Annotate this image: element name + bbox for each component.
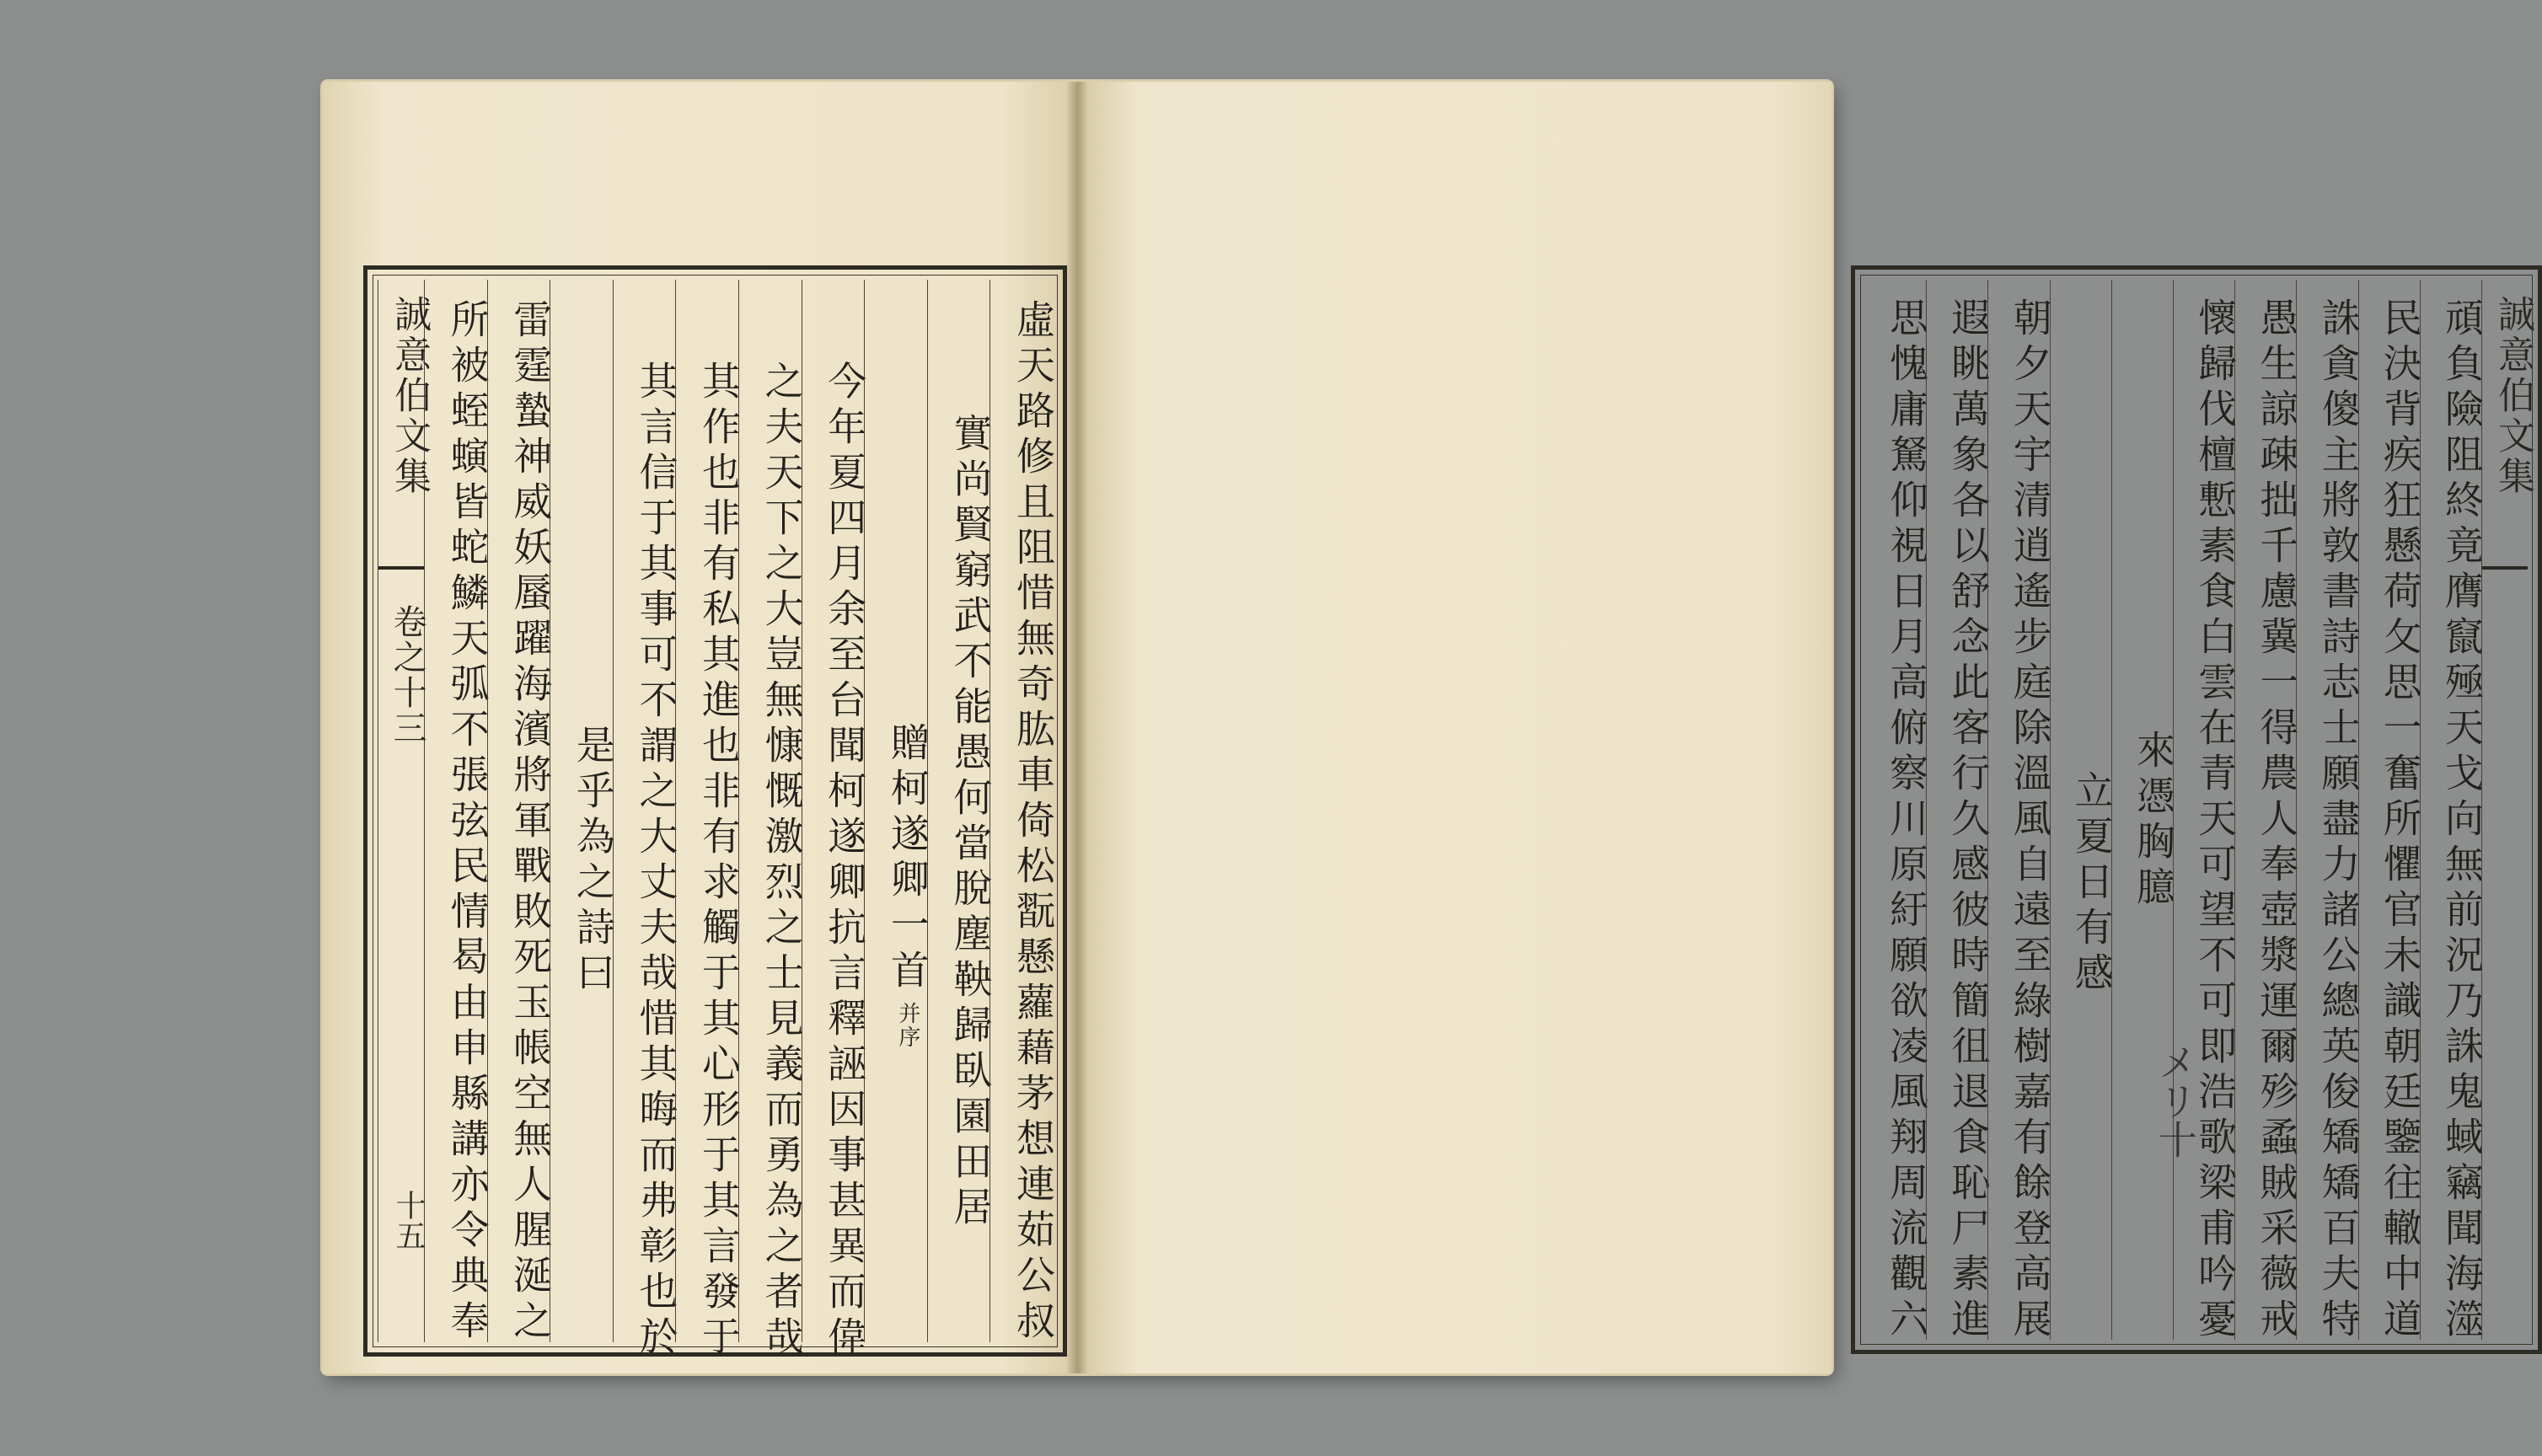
fish-tail-mark	[2482, 566, 2528, 595]
text-column-2	[927, 280, 994, 1342]
column-text: 實尚賢窮武不能愚何當脫塵鞅歸臥園田居	[947, 412, 994, 1232]
text-column-5	[738, 280, 805, 1362]
column-text: 雷霆蟄神威妖蜃躍海濱將軍戰敗死玉帳空無人腥涎之	[507, 298, 554, 1346]
column-text: 今年夏四月余至台聞柯遂卿抗言釋誣因事甚異而偉	[822, 360, 868, 1362]
volume-label: 卷之十三	[388, 604, 427, 746]
preface-note: 并序	[894, 1001, 920, 1049]
column-text: 民決背疾狂懸荷攵思一奮所懼官未識朝廷鑒往轍中道	[2377, 297, 2423, 1344]
text-column-9	[1926, 280, 1992, 1344]
column-text: 思愧庸駑仰視日月高俯察川原紆願欲凌風翔周流觀六	[1884, 297, 1930, 1344]
column-text: 其作也非有私其進也非有求觸于其心形于其言發于	[696, 360, 743, 1362]
text-column-8	[1987, 280, 2053, 1344]
text-column-4	[802, 280, 868, 1362]
text-column-2	[2358, 280, 2423, 1344]
left-page-frame	[363, 265, 1067, 1362]
poem-title-column	[864, 280, 930, 1342]
text-column-1	[2420, 280, 2485, 1344]
column-text: 是乎為之詩曰	[570, 724, 616, 998]
column-text: 遐眺萬象各以舒念此客行久感彼時簡徂退食恥尸素進	[1945, 297, 1992, 1344]
poem-title: 贈柯遂卿一首	[884, 721, 930, 995]
text-column-9	[487, 280, 554, 1346]
poem-title: 立夏日有感	[2068, 770, 2115, 998]
left-page	[323, 82, 1077, 1373]
text-column-6	[675, 280, 743, 1362]
column-text: 之夫天下之大豈無慷慨激烈之士見義而勇為之者哉	[759, 360, 805, 1362]
text-column-3	[2296, 280, 2362, 1344]
right-page	[1077, 82, 2534, 1373]
poem-title-column	[2050, 280, 2115, 1340]
column-text: 誅貪傻主將敦書詩志士願盡力諸公總英俊矯矯百夫特	[2315, 297, 2362, 1344]
column-text: 頑負險阻終竟膺竄殛天戈向無前況乃誅鬼蜮竊聞海澨	[2439, 297, 2485, 1344]
column-text: 朝夕天宇清逍遙步庭除溫風自遠至綠樹嘉有餘登高展	[2007, 297, 2053, 1344]
collection-title: 誠意伯文集	[388, 295, 432, 497]
text-column-10	[424, 280, 491, 1346]
column-text: 來憑胸臆	[2130, 730, 2176, 912]
fish-tail-mark	[378, 566, 424, 595]
right-page-frame	[1851, 265, 2542, 1354]
text-column-8	[550, 280, 616, 1342]
column-text: 懷歸伐檀慙素食白雲在青天可望不可即浩歌梁甫吟憂	[2192, 297, 2239, 1344]
text-column-1	[989, 280, 1056, 1346]
margin-annotation: メリ十	[2153, 1042, 2198, 1159]
page-number: 十五	[391, 1190, 426, 1250]
column-text: 虛天路修且阻惜無奇肱車倚松翫懸蘿藉茅想連茹公叔	[1011, 298, 1056, 1346]
left-text-columns	[378, 280, 1056, 1362]
column-text: 所被蛭螾皆蛇鱗天弧不張弦民情曷由申縣講亦令典奉	[444, 298, 491, 1346]
collection-title: 誠意伯文集	[2491, 295, 2534, 497]
book-gutter	[1067, 82, 1087, 1373]
text-column-4	[2234, 280, 2300, 1344]
right-text-columns	[1865, 280, 2534, 1344]
column-text: 愚生諒疎拙千慮冀一得農人奉壺漿運爾殄蟊賊采薇戒	[2254, 297, 2300, 1344]
open-book	[323, 82, 2534, 1373]
page-center-strip	[378, 280, 432, 1342]
text-column-7	[613, 280, 679, 1362]
text-column-5	[2173, 280, 2239, 1344]
right-page-center-strip	[2481, 280, 2534, 1340]
text-column-10	[1865, 280, 1930, 1344]
column-text: 其言信于其事可不謂之大丈夫哉惜其晦而弗彰也於	[633, 360, 679, 1362]
